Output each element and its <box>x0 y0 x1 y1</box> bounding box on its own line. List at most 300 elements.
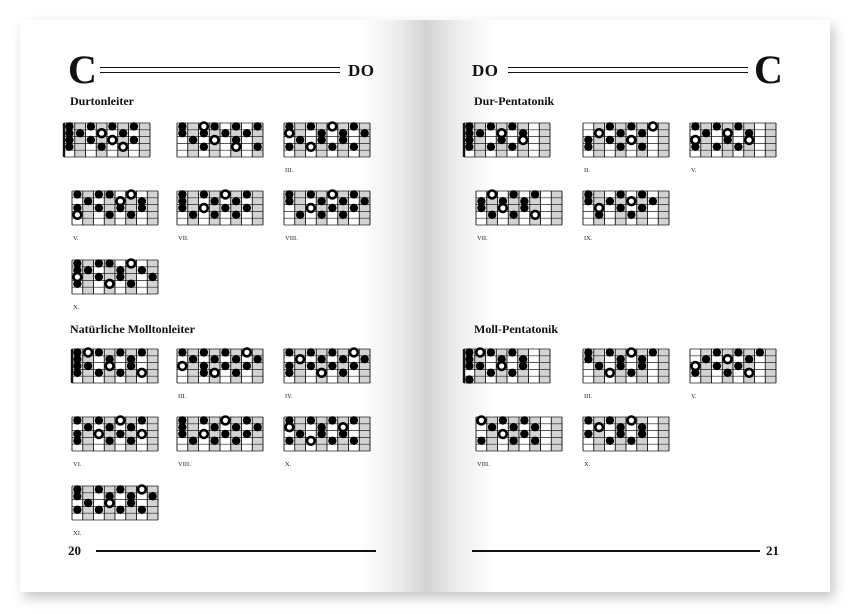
scale-note-marker <box>510 191 518 199</box>
scale-note-marker <box>243 204 251 212</box>
fretboard-diagram <box>686 120 780 160</box>
fret-cell <box>658 417 669 451</box>
scale-note-marker <box>734 349 742 357</box>
scale-note-marker <box>119 129 127 137</box>
scale-note-marker <box>307 191 315 199</box>
fret-cell <box>295 191 306 225</box>
root-note-marker <box>307 204 315 212</box>
fretboard-svg <box>472 414 566 454</box>
scale-note-marker <box>127 499 135 507</box>
fretboard-svg <box>579 120 673 160</box>
fret-cell <box>359 417 370 451</box>
fretboard-diagram <box>68 346 162 386</box>
scale-note-marker <box>106 191 114 199</box>
solfege-label: DO <box>348 61 375 80</box>
scale-note-marker <box>531 423 539 431</box>
scale-note-marker <box>232 355 240 363</box>
scale-note-marker <box>285 437 293 445</box>
scale-note-marker <box>127 437 135 445</box>
scale-note-marker <box>84 499 92 507</box>
scale-note-marker <box>84 362 92 370</box>
fretboard-diagram <box>60 120 154 160</box>
scale-note-marker <box>595 211 603 219</box>
scale-note-marker <box>232 197 240 205</box>
fretboard-diagram <box>173 120 267 160</box>
scale-note-marker <box>488 423 496 431</box>
scale-note-marker <box>350 123 358 131</box>
fret-cell <box>252 349 263 383</box>
scale-note-marker <box>296 136 304 144</box>
scale-note-marker <box>95 369 103 377</box>
scale-note-marker <box>178 430 186 438</box>
scale-note-marker <box>465 143 473 151</box>
fretboard-svg <box>472 188 566 228</box>
position-label: III. <box>285 167 294 174</box>
scale-note-marker <box>617 362 625 370</box>
fretboard-diagram <box>579 188 673 228</box>
position-label: XI. <box>73 530 82 537</box>
scale-note-marker <box>106 260 114 268</box>
scale-note-marker <box>606 437 614 445</box>
scale-note-marker <box>638 143 646 151</box>
scale-note-marker <box>307 417 315 425</box>
scale-note-marker <box>488 211 496 219</box>
root-note-marker <box>488 191 496 199</box>
fretboard-diagram <box>173 188 267 228</box>
scale-note-marker <box>318 136 326 144</box>
scale-note-marker <box>73 492 81 500</box>
scale-note-marker <box>138 506 146 514</box>
scale-note-marker <box>95 260 103 268</box>
scale-note-marker <box>318 211 326 219</box>
scale-note-marker <box>519 362 527 370</box>
root-note-marker <box>221 191 229 199</box>
scale-note-marker <box>498 136 506 144</box>
position-label: III. <box>584 393 593 400</box>
fret-cell <box>551 417 562 451</box>
scale-note-marker <box>211 423 219 431</box>
position-label: VIII. <box>178 461 191 468</box>
scale-note-marker <box>350 417 358 425</box>
scale-note-marker <box>106 437 114 445</box>
root-note-marker <box>328 191 336 199</box>
scale-note-marker <box>713 349 721 357</box>
scale-note-marker <box>350 143 358 151</box>
scale-note-marker <box>328 349 336 357</box>
scale-note-marker <box>508 369 516 377</box>
scale-note-marker <box>606 136 614 144</box>
scale-note-marker <box>200 143 208 151</box>
root-note-marker <box>138 430 146 438</box>
scale-note-marker <box>328 204 336 212</box>
scale-note-marker <box>617 129 625 137</box>
fret-cell <box>755 123 766 157</box>
fretboard-svg <box>173 188 267 228</box>
fretboard-svg <box>280 188 374 228</box>
scale-note-marker <box>84 197 92 205</box>
root-note-marker <box>498 362 506 370</box>
scale-note-marker <box>361 129 369 137</box>
scale-note-marker <box>745 355 753 363</box>
scale-note-marker <box>318 430 326 438</box>
scale-note-marker <box>520 430 528 438</box>
root-note-marker <box>745 136 753 144</box>
root-note-marker <box>200 204 208 212</box>
position-label: VII. <box>477 235 488 242</box>
scale-note-marker <box>510 437 518 445</box>
scale-note-marker <box>149 492 157 500</box>
fret-cell <box>539 349 550 383</box>
scale-note-marker <box>638 204 646 212</box>
root-note-marker <box>627 417 635 425</box>
root-note-marker <box>285 129 293 137</box>
scale-note-marker <box>477 437 485 445</box>
fret-cell <box>530 417 541 451</box>
scale-note-marker <box>318 197 326 205</box>
fret-cell <box>475 123 486 157</box>
scale-note-marker <box>232 423 240 431</box>
fret-cell <box>126 417 137 451</box>
scale-note-marker <box>232 123 240 131</box>
fret-cell <box>209 191 220 225</box>
root-note-marker <box>476 349 484 357</box>
key-letter: C <box>754 47 783 92</box>
root-note-marker <box>106 499 114 507</box>
scale-note-marker <box>734 143 742 151</box>
scale-note-marker <box>106 423 114 431</box>
fretboard-diagram <box>68 414 162 454</box>
scale-note-marker <box>328 437 336 445</box>
scale-note-marker <box>339 430 347 438</box>
scale-note-marker <box>702 129 710 137</box>
root-note-marker <box>519 136 527 144</box>
fretboard-svg <box>68 483 162 523</box>
scale-note-marker <box>127 280 135 288</box>
fretboard-diagram <box>68 257 162 297</box>
scale-note-marker <box>691 369 699 377</box>
position-label: IV. <box>285 393 293 400</box>
fret-cell <box>83 417 94 451</box>
root-note-marker <box>531 211 539 219</box>
fretboard-svg <box>579 346 673 386</box>
scale-note-marker <box>95 349 103 357</box>
scale-note-marker <box>713 362 721 370</box>
scale-note-marker <box>106 211 114 219</box>
fret-cell <box>147 349 158 383</box>
root-note-marker <box>95 430 103 438</box>
root-note-marker <box>232 143 240 151</box>
root-note-marker <box>108 136 116 144</box>
fret-cell <box>605 191 616 225</box>
root-note-marker <box>328 123 336 131</box>
scale-note-marker <box>487 349 495 357</box>
fretboard-svg <box>579 414 673 454</box>
position-label: V. <box>691 393 697 400</box>
scale-note-marker <box>649 197 657 205</box>
fret-cell <box>252 191 263 225</box>
scale-note-marker <box>189 437 197 445</box>
scale-note-marker <box>465 376 473 384</box>
fret-cell <box>252 417 263 451</box>
root-note-marker <box>318 369 326 377</box>
scale-note-marker <box>254 355 262 363</box>
root-note-marker <box>595 129 603 137</box>
scale-note-marker <box>138 349 146 357</box>
scale-note-marker <box>328 143 336 151</box>
fret-cell <box>701 349 712 383</box>
fret-cell <box>615 123 626 157</box>
scale-note-marker <box>477 204 485 212</box>
fretboard-diagram <box>173 414 267 454</box>
scale-note-marker <box>243 129 251 137</box>
position-label: III. <box>178 393 187 400</box>
scale-note-marker <box>200 369 208 377</box>
scale-note-marker <box>138 204 146 212</box>
scale-note-marker <box>200 129 208 137</box>
scale-note-marker <box>350 191 358 199</box>
scale-note-marker <box>691 143 699 151</box>
root-note-marker <box>477 417 485 425</box>
scale-note-marker <box>285 143 293 151</box>
scale-note-marker <box>296 211 304 219</box>
fretboard-svg <box>686 346 780 386</box>
fretboard-svg <box>68 414 162 454</box>
fretboard-svg <box>173 120 267 160</box>
fretboard-diagram <box>68 188 162 228</box>
scale-note-marker <box>606 197 614 205</box>
scale-note-marker <box>499 417 507 425</box>
scale-note-marker <box>221 204 229 212</box>
fret-cell <box>139 123 150 157</box>
fret-cell <box>765 123 776 157</box>
fretboard-diagram <box>472 414 566 454</box>
root-note-marker <box>649 123 657 131</box>
scale-note-marker <box>285 349 293 357</box>
header-rule <box>508 67 748 73</box>
position-label: IX. <box>584 235 593 242</box>
scale-note-marker <box>702 355 710 363</box>
scale-note-marker <box>138 417 146 425</box>
fretboard-svg <box>579 188 673 228</box>
fret-cell <box>487 417 498 451</box>
scale-note-marker <box>98 143 106 151</box>
scale-note-marker <box>339 136 347 144</box>
scale-note-marker <box>508 123 516 131</box>
page-number: 20 <box>68 543 81 558</box>
root-note-marker <box>116 417 124 425</box>
root-note-marker <box>211 369 219 377</box>
scale-note-marker <box>95 204 103 212</box>
root-note-marker <box>627 197 635 205</box>
footer-rule <box>472 550 760 552</box>
scale-note-marker <box>200 191 208 199</box>
fret-cell <box>765 349 776 383</box>
root-note-marker <box>73 211 81 219</box>
header-rule <box>100 67 340 73</box>
scale-note-marker <box>200 349 208 357</box>
scale-note-marker <box>116 506 124 514</box>
scale-note-marker <box>328 362 336 370</box>
scale-note-marker <box>328 417 336 425</box>
position-label: VI. <box>73 461 82 468</box>
scale-note-marker <box>734 362 742 370</box>
scale-note-marker <box>487 143 495 151</box>
scale-note-marker <box>73 437 81 445</box>
fretboard-svg <box>280 346 374 386</box>
root-note-marker <box>98 129 106 137</box>
scale-note-marker <box>73 191 81 199</box>
scale-note-marker <box>617 143 625 151</box>
solfege-label: DO <box>472 61 499 80</box>
scale-note-marker <box>95 191 103 199</box>
fret-cell <box>359 191 370 225</box>
scale-note-marker <box>221 129 229 137</box>
scale-note-marker <box>339 355 347 363</box>
scale-note-marker <box>638 129 646 137</box>
scale-note-marker <box>617 204 625 212</box>
root-note-marker <box>106 280 114 288</box>
fret-cell <box>508 417 519 451</box>
fret-cell <box>658 191 669 225</box>
scale-note-marker <box>84 423 92 431</box>
scale-note-marker <box>307 123 315 131</box>
key-letter: C <box>68 47 97 92</box>
root-note-marker <box>307 143 315 151</box>
fretboard-diagram <box>280 414 374 454</box>
root-note-marker <box>84 349 92 357</box>
scale-note-marker <box>73 280 81 288</box>
fretboard-diagram <box>579 120 673 160</box>
scale-note-marker <box>116 369 124 377</box>
fretboard-diagram <box>280 346 374 386</box>
fret-cell <box>529 349 540 383</box>
scale-note-marker <box>116 349 124 357</box>
scale-note-marker <box>95 417 103 425</box>
scale-note-marker <box>108 123 116 131</box>
scale-note-marker <box>339 369 347 377</box>
scale-note-marker <box>254 143 262 151</box>
fretboard-diagram <box>280 188 374 228</box>
scale-note-marker <box>361 355 369 363</box>
footer-rule <box>96 550 376 552</box>
scale-note-marker <box>691 123 699 131</box>
fret-cell <box>83 260 94 294</box>
root-note-marker <box>627 136 635 144</box>
scale-note-marker <box>627 123 635 131</box>
root-note-marker <box>724 355 732 363</box>
scale-note-marker <box>95 506 103 514</box>
section-title-durtonleiter: Durtonleiter <box>70 94 134 108</box>
scale-note-marker <box>127 423 135 431</box>
scale-note-marker <box>510 423 518 431</box>
fret-cell <box>338 349 349 383</box>
scale-note-marker <box>127 362 135 370</box>
scale-note-marker <box>130 123 138 131</box>
root-note-marker <box>127 260 135 268</box>
scale-note-marker <box>638 362 646 370</box>
scale-note-marker <box>339 211 347 219</box>
scale-note-marker <box>243 417 251 425</box>
scale-note-marker <box>487 369 495 377</box>
scale-note-marker <box>531 437 539 445</box>
scale-note-marker <box>510 211 518 219</box>
scale-note-marker <box>307 349 315 357</box>
scale-note-marker <box>724 136 732 144</box>
fret-cell <box>359 349 370 383</box>
root-note-marker <box>106 362 114 370</box>
root-note-marker <box>296 355 304 363</box>
scale-note-marker <box>243 191 251 199</box>
scale-note-marker <box>189 136 197 144</box>
scale-note-marker <box>520 417 528 425</box>
position-label: X. <box>73 304 80 311</box>
scale-note-marker <box>318 355 326 363</box>
scale-note-marker <box>254 123 262 131</box>
root-note-marker <box>138 369 146 377</box>
position-label: X. <box>285 461 292 468</box>
scale-note-marker <box>116 273 124 281</box>
scale-note-marker <box>584 417 592 425</box>
root-note-marker <box>200 430 208 438</box>
position-label: VIII. <box>477 461 490 468</box>
scale-note-marker <box>65 143 73 151</box>
fretboard-svg <box>68 346 162 386</box>
scale-note-marker <box>116 204 124 212</box>
scale-note-marker <box>254 423 262 431</box>
scale-note-marker <box>606 417 614 425</box>
scale-note-marker <box>531 191 539 199</box>
fret-cell <box>658 349 669 383</box>
scale-note-marker <box>584 197 592 205</box>
fret-cell <box>701 123 712 157</box>
root-note-marker <box>178 362 186 370</box>
scale-note-marker <box>476 362 484 370</box>
fretboard-svg <box>68 257 162 297</box>
scale-note-marker <box>95 486 103 494</box>
root-note-marker <box>211 136 219 144</box>
scale-note-marker <box>617 430 625 438</box>
scale-note-marker <box>617 191 625 199</box>
fret-cell <box>83 191 94 225</box>
fret-cell <box>104 417 115 451</box>
root-note-marker <box>307 437 315 445</box>
scale-note-marker <box>638 430 646 438</box>
fretboard-svg <box>460 120 554 160</box>
scale-note-marker <box>76 129 84 137</box>
position-label: V. <box>73 235 79 242</box>
scale-note-marker <box>713 143 721 151</box>
fret-cell <box>338 191 349 225</box>
position-label: VII. <box>178 235 189 242</box>
scale-note-marker <box>211 437 219 445</box>
fret-cell <box>209 417 220 451</box>
scale-note-marker <box>130 136 138 144</box>
scale-note-marker <box>116 430 124 438</box>
root-note-marker <box>499 430 507 438</box>
scale-note-marker <box>221 362 229 370</box>
scale-note-marker <box>84 266 92 274</box>
scale-note-marker <box>606 123 614 131</box>
scale-note-marker <box>508 143 516 151</box>
fret-cell <box>359 123 370 157</box>
fretboard-svg <box>460 346 554 386</box>
scale-note-marker <box>584 430 592 438</box>
section-title-moll-pentatonik: Moll-Pentatonik <box>474 322 558 336</box>
scale-note-marker <box>200 417 208 425</box>
scale-note-marker <box>189 355 197 363</box>
fretboard-diagram <box>686 346 780 386</box>
root-note-marker <box>285 423 293 431</box>
